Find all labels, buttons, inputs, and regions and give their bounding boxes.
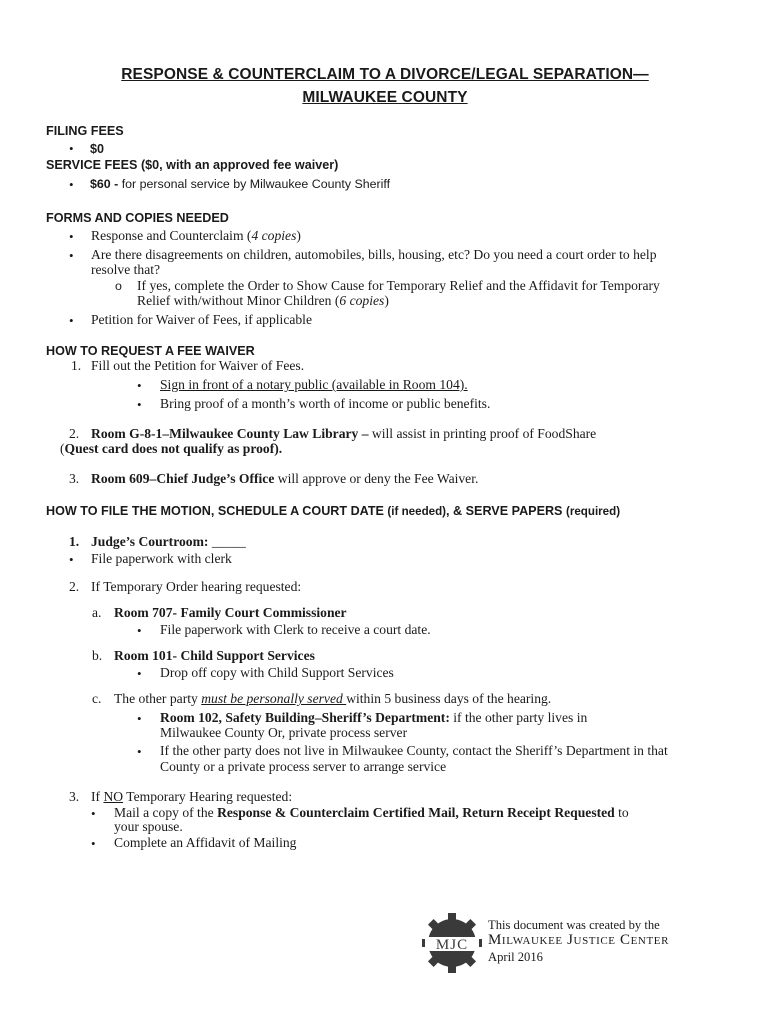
milwaukee-justice-center-logo — [421, 912, 483, 974]
affidavit-of-mailing: Complete an Affidavit of Mailing — [114, 835, 297, 850]
outside-county-line-2: County or a private process server to arrange service — [160, 759, 447, 774]
step-number: 3. — [69, 789, 80, 804]
fee-waiver-step-2: Room G-8-1–Milwaukee County Law Library – will assist in printing proof of FoodShare — [91, 426, 597, 441]
forms-item-1: Response and Counterclaim (4 copies) — [91, 228, 301, 243]
bullet: • — [137, 623, 142, 638]
sheriff-department-line-1: Room 102, Safety Building–Sheriff’s Department: if the other party lives in — [160, 710, 588, 725]
motion-heading: HOW TO FILE THE MOTION, SCHEDULE A COURT DATE (if needed), & SERVE PAPERS (required) — [46, 504, 621, 518]
no-temporary-hearing: If NO Temporary Hearing requested: — [91, 789, 293, 804]
bullet: • — [137, 666, 142, 681]
organization-name: Milwaukee Justice Center — [488, 932, 670, 948]
room-707-instruction: File paperwork with Clerk to receive a court date. — [160, 622, 431, 637]
room-101-instruction: Drop off copy with Child Support Services — [160, 665, 394, 680]
forms-item-3: Petition for Waiver of Fees, if applicable — [91, 312, 312, 327]
filing-fees-heading: FILING FEES — [46, 124, 124, 138]
document-date: April 2016 — [488, 950, 543, 964]
room-101-title: Room 101- Child Support Services — [114, 648, 315, 663]
proof-instruction: Bring proof of a month’s worth of income or public benefits. — [160, 396, 491, 411]
fee-waiver-step-2-line-2: (Quest card does not qualify as proof). — [60, 441, 283, 456]
judges-courtroom: Judge’s Courtroom: _____ — [91, 534, 246, 549]
service-fee-desc: for personal service by Milwaukee County Sheriff — [118, 177, 391, 191]
step-number: 2. — [69, 426, 80, 441]
file-with-clerk: File paperwork with clerk — [91, 551, 232, 566]
fee-waiver-step-1: Fill out the Petition for Waiver of Fees. — [91, 358, 305, 373]
forms-item-2-line-1: Are there disagreements on children, automobiles, bills, housing, etc? Do you need a court order to help — [91, 247, 657, 262]
title-line-1: RESPONSE & COUNTERCLAIM TO A DIVORCE/LEGAL SEPARATION— — [121, 66, 649, 83]
bullet: • — [137, 744, 142, 759]
bullet: • — [69, 552, 74, 567]
sub-step-label: b. — [92, 648, 103, 663]
service-requirement: The other party must be personally served within 5 business days of the hearing. — [114, 691, 552, 706]
logo-letters: MJC — [435, 937, 469, 953]
temporary-order-requested: If Temporary Order hearing requested: — [91, 579, 302, 594]
bullet: • — [69, 141, 74, 156]
sub-step-label: c. — [92, 691, 102, 706]
sheriff-department-line-2: Milwaukee County Or, private process server — [160, 725, 408, 740]
mail-copy-line-2: your spouse. — [114, 819, 183, 834]
bullet: • — [91, 836, 96, 851]
bullet: • — [91, 806, 96, 821]
bullet: • — [69, 313, 74, 328]
sub-step-label: a. — [92, 605, 102, 620]
forms-heading: FORMS AND COPIES NEEDED — [46, 211, 229, 225]
created-by-text: This document was created by the — [488, 918, 660, 932]
bullet: • — [69, 248, 74, 263]
service-fee-amount: $60 - — [90, 177, 119, 191]
bullet: • — [137, 378, 142, 393]
title-line-2: MILWAUKEE COUNTY — [302, 89, 468, 106]
forms-item-2-line-2: resolve that? — [91, 262, 161, 277]
step-number: 3. — [69, 471, 80, 486]
service-fee-item — [90, 177, 390, 191]
step-number: 1. — [69, 534, 80, 549]
bullet: • — [137, 711, 142, 726]
bullet: • — [137, 397, 142, 412]
filing-fee-amount: $0 — [90, 142, 105, 156]
sub-bullet-marker: o — [115, 279, 122, 293]
page-title — [60, 63, 710, 109]
forms-sub-item-line-1: If yes, complete the Order to Show Cause for Temporary Relief and the Affidavit for Temporary — [137, 278, 660, 293]
notary-instruction: Sign in front of a notary public (available in Room 104). — [160, 377, 468, 392]
mail-copy-line-1: Mail a copy of the Response & Counterclaim Certified Mail, Return Receipt Requested to — [114, 805, 629, 820]
bullet: • — [69, 229, 74, 244]
step-number: 1. — [71, 358, 82, 373]
outside-county-line-1: If the other party does not live in Milwaukee County, contact the Sheriff’s Department in that — [160, 743, 668, 758]
forms-sub-item-line-2: Relief with/without Minor Children (6 copies) — [137, 293, 389, 308]
room-707-title: Room 707- Family Court Commissioner — [114, 605, 347, 620]
fee-waiver-step-3: Room 609–Chief Judge’s Office will approve or deny the Fee Waiver. — [91, 471, 479, 486]
bullet: • — [69, 177, 74, 192]
step-number: 2. — [69, 579, 80, 594]
fee-waiver-heading: HOW TO REQUEST A FEE WAIVER — [46, 344, 255, 358]
service-fees-heading: SERVICE FEES ($0, with an approved fee waiver) — [46, 158, 339, 172]
